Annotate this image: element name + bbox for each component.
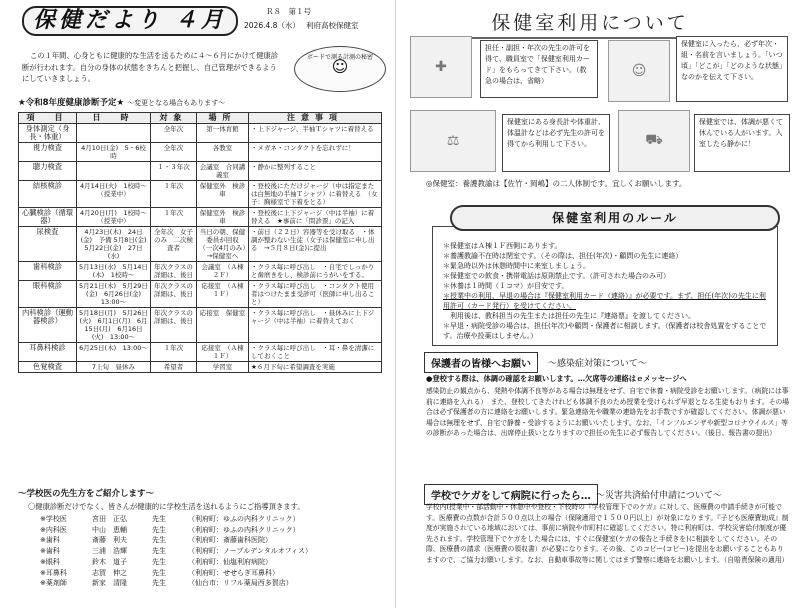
- cell-date: 4月10日(金) 5・6校時: [77, 143, 151, 162]
- cell-item: 尿検査: [19, 227, 77, 262]
- checkup-schedule-table: [18, 112, 382, 373]
- section-title: [18, 96, 225, 108]
- table-row: [19, 162, 382, 181]
- doctor-cell: 宮田 正弘: [92, 515, 127, 523]
- table-row: [19, 281, 382, 308]
- cell-note: ・メガネ・コンタクトを忘れずに！: [249, 143, 382, 162]
- guardian-lead: ●登校する際は、体調の確認をお願いします。…欠席等の連絡はｅメッセージへ: [426, 374, 687, 383]
- issue-number: Ｒ８ 第１号: [266, 7, 311, 16]
- doctor-cell: （利府町：仙塩利府病院）: [188, 557, 272, 566]
- doctor-cell: 斎藤 利夫: [92, 536, 127, 545]
- cell-item: 眼科検診: [19, 281, 77, 308]
- header-item: 項 目: [19, 113, 77, 124]
- rule-item: ＊保健室はＡ棟１Ｆ西側にあります。: [443, 242, 562, 250]
- cell-target: 年次クラスの詳細は、後日: [151, 281, 197, 308]
- doctor-cell: 先生: [152, 547, 166, 556]
- doctor-cell: 先生: [152, 515, 166, 523]
- doctor-cell: ※薬剤師: [40, 579, 67, 588]
- doctor-cell: 志賀 伸之: [92, 568, 127, 577]
- cell-date: [77, 162, 151, 181]
- table-row: [19, 262, 382, 281]
- doctor-cell: 先生: [152, 536, 166, 545]
- table-row: [19, 362, 382, 373]
- table-row: [19, 124, 382, 143]
- injury-title: 学校でケガをして病院に行ったら…: [424, 484, 598, 505]
- cell-note: ・クラス毎に呼び出し ・コンタクト使用者はつけたまま受診可（医師に申し出ること）: [249, 281, 382, 308]
- cell-date: 6月25日(木) 13:00～: [77, 343, 151, 362]
- rule-item: ＊休養は１時間（１コマ）が目安です。: [443, 282, 569, 290]
- header-note: 注意事項: [249, 113, 382, 124]
- column-divider: [395, 0, 396, 608]
- doctor-row: [40, 514, 382, 525]
- injury-body: 学校内(授業中・部活動中・休憩中や登校・下校時の『学校管理下でのケガ』に対して、医療費の申請手続きが可能です。医療費の点数が合計５００点以上の場合（保険適用で１５００円以上）が対象になります。『子ども医療費助成』制度が実施されている地域においては、事前に病院や市町村に確認してください。特に利府町は、学校災害給付制度が優先されます。学校管理下でケガをした場合には、すぐに保健室(ケガの報告と手続きを)に相談をしてください。その際、医療費の請求（医療費の領収書）が必要になります。その後、このコピー(コピー)を提出をお願いすることもありますので、ご協力お願いします。なお、自動車事故等に関してはまず警察に連絡をお願いします。（自賠責保険の適用）: [426, 503, 789, 564]
- cell-note: ・クラス毎に呼び出し ・昼休みに上下ジャージ（中は半袖）に着替えておく: [249, 308, 382, 343]
- doctor-list: [40, 514, 382, 589]
- doctor-cell: （仙台市：リフル薬局西多賀店）: [188, 579, 293, 588]
- step3-text: 保健室にある身長計や体重計、体温計などは必ず先生の許可を得てから利用して下さい。: [507, 118, 605, 148]
- table-row: [19, 227, 382, 262]
- cell-item: 色覚検査: [19, 362, 77, 373]
- doctor-cell: 先生: [152, 568, 166, 577]
- rule-item: ＊授業中の利用、早退の場合は『保健室利用カード（連絡）』が必要です。まず、担任(年次)の先生に利用許可（カード発行）を受けてください。: [443, 292, 766, 310]
- rule-item: 利用後は、教科担当の先生または担任の先生に『連絡票』を渡してください。: [443, 312, 695, 320]
- cell-target: １・３年次: [151, 162, 197, 181]
- scale-illustration: ⚖: [410, 110, 496, 172]
- guardian-title: 保護者の皆様へお願い: [424, 352, 538, 373]
- step2-box: [676, 36, 788, 102]
- step1-box: [480, 40, 598, 98]
- doctor-cell: ※歯科: [40, 536, 60, 545]
- doctor-cell: （利府町：せせらぎ耳鼻科）: [188, 568, 279, 577]
- guardian-subtitle: ～感染症対策について～: [548, 359, 647, 369]
- table-row: [19, 181, 382, 208]
- intro-text: この１年間、心身ともに健康的な生活を送るために４～６月にかけて健康診断が行われます。自分の身体の状態をきちんと把握し、自己管理ができるようにしていきましょう。: [22, 51, 279, 83]
- cell-item: 内科検診（運動器検診）: [19, 308, 77, 343]
- cell-date: 4月23日(木) 24日(金) 予備 5月8日(金) 5月22日(金) 27日(水): [77, 227, 151, 262]
- step4-box: [694, 114, 790, 172]
- cell-place: 保健室外 検診車: [197, 208, 249, 227]
- cell-date: 7上旬 昼休み: [77, 362, 151, 373]
- section-note: ～変更となる場合もあります～: [127, 99, 226, 107]
- header-place: 場所: [197, 113, 249, 124]
- cell-place: 各教室: [197, 143, 249, 162]
- cell-note: ・登校後に上下ジャージ（中は半袖）に着替える ★事前に「問診票」の記入: [249, 208, 382, 227]
- step3-box: [502, 114, 610, 172]
- doctor-cell: ※耳鼻科: [40, 568, 67, 577]
- cell-place: 応接室 （Ａ棟１Ｆ）: [197, 281, 249, 308]
- cell-note: ★６月下旬に希望調査を実施: [249, 362, 382, 373]
- doctor-cell: 新家 清隆: [92, 579, 127, 588]
- mascot-icon: ☺: [331, 57, 349, 76]
- doctor-row: [40, 535, 382, 546]
- header-target: 対象: [151, 113, 197, 124]
- header-date: 日 時: [77, 113, 151, 124]
- issue-date: 2026.4.8（水）: [244, 21, 300, 30]
- doctor-row: [40, 568, 382, 579]
- doctor-cell: 先生: [152, 579, 166, 588]
- doctor-cell: ※歯科: [40, 547, 60, 556]
- cell-target: 全年次: [151, 143, 197, 162]
- doctor-cell: 中山 恵輔: [92, 525, 127, 534]
- nurse-illustration: ✚: [410, 36, 472, 98]
- cell-place: 会議室 合同講義室: [197, 162, 249, 181]
- school-doctors-title: ～学校医の先生方をご紹介します～: [18, 489, 155, 499]
- step1-text: 担任・副担・年次の先生の許可を得て、職員室で「保健室利用カード」をもらってきて下さい。（救急の場合は、省略）: [485, 44, 590, 85]
- cell-place: 会議室 （Ａ棟２Ｆ）: [197, 262, 249, 281]
- cell-target: 全年次 女子のみ 二次検査者: [151, 227, 197, 262]
- doctor-row: [40, 578, 382, 589]
- cell-target: １年次: [151, 343, 197, 362]
- cell-item: 心臓検診（循環器）: [19, 208, 77, 227]
- doctor-cell: （利府町：斎藤歯科医院）: [188, 536, 272, 545]
- doctor-row: [40, 525, 382, 536]
- rule-item: ＊緊急時以外は休憩時間中に来室しましょう。: [443, 262, 590, 270]
- cell-date: 5月13日(水) 5月14日(木) 1校時～: [77, 262, 151, 281]
- cell-date: 5月21日(木) 5月29日(金) 6月26日(金) 13:00～: [77, 281, 151, 308]
- cell-note: ・クラス毎に呼び出し ・耳・鼻を清潔にしておくこと: [249, 343, 382, 362]
- newsletter-title: 保健だより ４月: [22, 6, 238, 36]
- rule-item: ＊保健室での飲食・携帯電話は原則禁止です。（許可された場合のみ可）: [443, 272, 670, 280]
- doctor-cell: 三浦 浩輝: [92, 547, 127, 556]
- doctor-cell: ※内科医: [40, 525, 67, 534]
- cell-item: 耳鼻科検診: [19, 343, 77, 362]
- doctor-cell: 鈴木 道子: [92, 557, 127, 566]
- cell-date: 4月20日(月) 1校時～ （授業中）: [77, 208, 151, 227]
- table-row: [19, 143, 382, 162]
- cell-place: 応接室 保健室: [197, 308, 249, 343]
- usage-title: 保健室利用について: [440, 8, 740, 39]
- doctor-row: [40, 557, 382, 568]
- cell-item: 視力検査: [19, 143, 77, 162]
- cell-item: 結核検診: [19, 181, 77, 208]
- doctor-cell: （利府町：ノーブルデンタルオフィス）: [188, 547, 312, 556]
- bed-illustration: ⛟: [618, 110, 690, 172]
- rule-item: ＊早退・病院受診の場合は、担任(年次)や顧問・保護者に相談します。（保護者は校舎処置をすることです。治療や投薬はしません。）: [443, 322, 767, 340]
- table-row: [19, 343, 382, 362]
- guardian-body: 感染防止の観点から、発熱や体調不良等がある場合は無理をせず、自宅で休養・病院受診をお願いします。（病院には事前に連絡を入れる） また、登校してきたけれども体調不良のため授業を受けられず早退となる生徒もおります。その場合は必ず保護者の方に連絡をお願いします。緊急連絡先や職業の連絡先をお手数ですが確認してください。体調が悪い場合は無理をせず、自宅で静養・受診するようにお願いいたします。なお、「インフルエンザや新型コロナウイルス」等の診断があった場合は、出席停止扱いとなりますので担任の先生に必ず報告してください。（後日、報告書の提出）: [426, 387, 790, 437]
- talk-illustration: ☺: [608, 40, 670, 102]
- mascot-badge: [294, 46, 386, 92]
- doctor-cell: ※学校医: [40, 515, 67, 523]
- cell-target: 希望者: [151, 362, 197, 373]
- cell-target: １年次: [151, 181, 197, 208]
- cell-date: 4月14日(火) 1校時～ （授業中）: [77, 181, 151, 208]
- rules-title: 保健室利用のルール: [450, 205, 780, 231]
- badge-text: ボードで測る計測の秘密: [306, 54, 373, 61]
- doctor-cell: 先生: [152, 525, 166, 534]
- doctor-cell: ※眼科: [40, 557, 60, 566]
- cell-note: ・上下ジャージ、半袖Ｔシャツに着替える: [249, 124, 382, 143]
- table-row: [19, 208, 382, 227]
- cell-target: 全年次: [151, 124, 197, 143]
- cell-date: [77, 124, 151, 143]
- cell-place: 当日の朝、保健委員が回収 （一次4月のみ）→保健室へ: [197, 227, 249, 262]
- cell-note: ・静かに整列すること: [249, 162, 382, 181]
- cell-item: 身体測定（身長・体重）: [19, 124, 77, 143]
- step2-text: 保健室に入ったら、必ず年次・組・名前を言いましょう。「いつ頃」「どこが」「どのような状態」なのかを伝えて下さい。: [681, 40, 783, 81]
- cell-item: 聴力検査: [19, 162, 77, 181]
- school-name: 利府高校保健室: [306, 21, 359, 30]
- cell-note: ・前日（２２日）容器等を受け取る ・体調が整わない生徒（女子は保健室に申し出る →５月８日(金)に提出: [249, 227, 382, 262]
- section-heading: ★令和8年度健康診断予定★: [18, 98, 125, 108]
- cell-note: ・登校後にただけジャージ（中は指定または白無地の半袖Ｔシャツ）に着替える （女子：胸様室で下着をとる）: [249, 181, 382, 208]
- cell-item: 歯科検診: [19, 262, 77, 281]
- cell-date: 5月18日(月) 5月26日(火) 6月1日(月) 6月15日(月) 6月16日(火) 13:00～: [77, 308, 151, 343]
- step4-text: 保健室では、体調が悪くて休んでいる人がいます。入室したら静かに！: [699, 118, 783, 148]
- doctor-cell: 先生: [152, 557, 166, 566]
- cell-note: ・クラス毎に呼び出し ・自宅でしっかりと歯磨きをし、検診前にうがいをする。: [249, 262, 382, 281]
- injury-subtitle: ～災害共済給付申請について～: [596, 491, 722, 501]
- staff-note: ◎保健室：養護教諭は【佐竹・岡嶋】の二人体制です。宜しくお願いします。: [426, 179, 687, 188]
- doctor-row: [40, 546, 382, 557]
- rules-box: [432, 226, 778, 346]
- rule-item: ＊養護教諭不在時は閉室です。（その際は、担任(年次)・顧問の先生に連絡）: [443, 252, 683, 260]
- cell-target: 年次クラスの詳細は、後日: [151, 308, 197, 343]
- cell-target: 年次クラスの詳細は、後日: [151, 262, 197, 281]
- school-doctors-intro: 〇健康診断だけでなく、皆さんが健康的に学校生活を送れるようにご指導頂きます。: [28, 502, 305, 511]
- cell-place: 学習室: [197, 362, 249, 373]
- cell-place: 保健室外 検診車: [197, 181, 249, 208]
- table-row: [19, 308, 382, 343]
- cell-place: 第一体育館: [197, 124, 249, 143]
- cell-place: 応接室 （Ａ棟１Ｆ）: [197, 343, 249, 362]
- doctor-cell: （利府町：ゆふの内科クリニック）: [188, 525, 300, 534]
- cell-target: １年次: [151, 208, 197, 227]
- doctor-cell: （利府町：ゆふの内科クリニック）: [188, 515, 300, 523]
